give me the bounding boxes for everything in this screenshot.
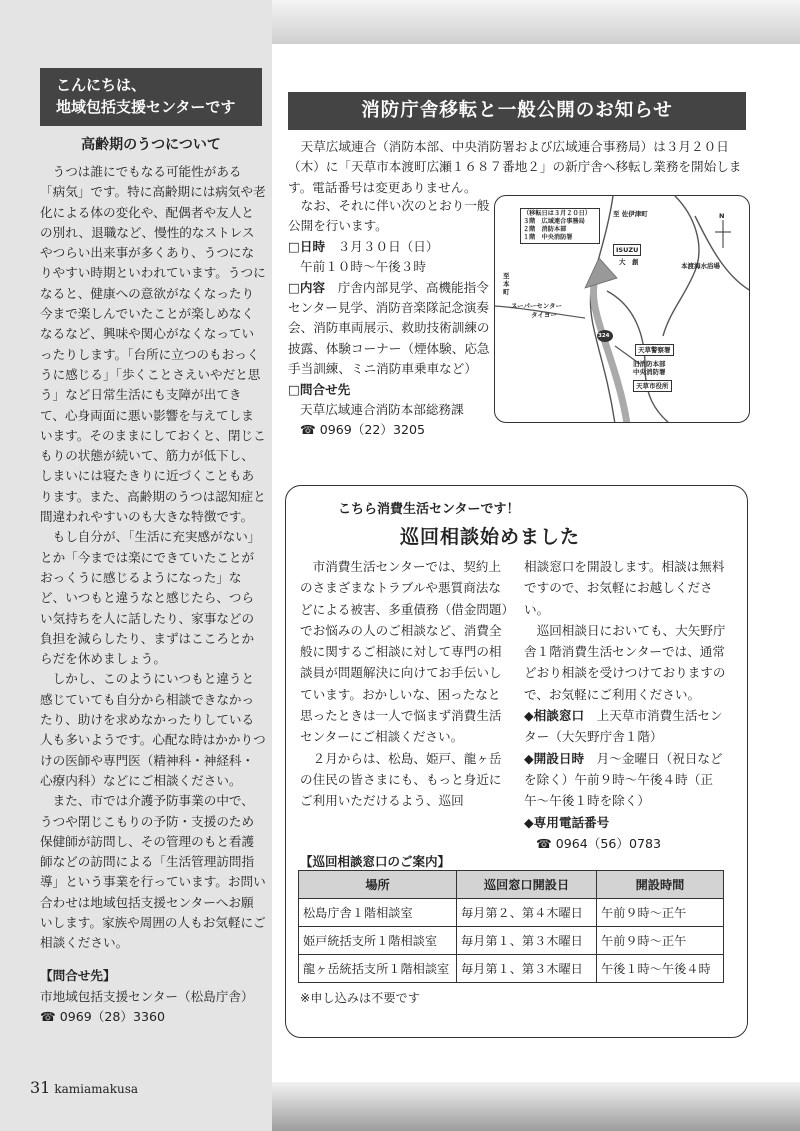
table-cell: 毎月第２、第４木曜日 <box>457 899 597 927</box>
left-paragraph: また、市では介護予防事業の中で、うつや閉じこもりの予防・支援のため保健師が訪問し、その管理のもと看護師などの訪問による「生活管理訪問指導」という事業を行っています。お問い合わせは地域包括支援センターへお願いします。家族や周囲の人もお気軽にご相談ください。 <box>40 793 266 951</box>
table-header-row <box>299 871 724 899</box>
table-header-cell: 開設時間 <box>597 871 724 899</box>
left-contact-phone: ☎ 0969（28）3360 <box>40 1009 166 1024</box>
map-label-supercenter: スーパーセンター <box>511 302 562 310</box>
table-row <box>299 955 724 983</box>
map-label-city-office: 天草市役所 <box>633 380 672 392</box>
bottom-gradient-band <box>272 1082 800 1131</box>
hours-label: ◆開設日時 <box>524 750 585 766</box>
location-map <box>494 195 750 423</box>
article1-intro: 天草広域連合（消防本部、中央消防署および広域連合事務局）は３月２０日（木）に「天草市本渡町広瀬１６８７番地２」の新庁舎へ移転し業務を開始します。電話番号は変更ありません。 <box>288 139 742 195</box>
table-cell: 午後１時〜午後４時 <box>597 955 724 983</box>
event-content-label: □内容 <box>288 279 326 295</box>
page-number: 31 <box>30 1078 51 1097</box>
left-paragraph: しかし、このようにいつもと違うと感じていても自分から相談できなかったり、助けを求めなかったりしている人も多いようです。心配な時はかかりつけの医師や専門医（精神科・神経科・心療内科）などにご相談ください。 <box>40 671 266 788</box>
event-content-row <box>288 278 493 380</box>
left-paragraph: もし自分が、「生活に充実感がない」とか「今までは楽にできていたことがおっくうに感じるようになった」など、いつもと違うなと感じたら、つらい気持ちを人に話したり、家事などの負担を減らしたり、まずはこころとからだを休めましょう。 <box>40 529 261 667</box>
left-contact-label: 【問合せ先】 <box>40 968 116 983</box>
table-header-cell: 場所 <box>299 871 457 899</box>
article2-tag: こちら消費生活センターです！ <box>338 502 520 517</box>
event-content-value: 庁舎内部見学、高機能指令センター見学、消防音楽隊記念演奏会、消防車両展示、救助技術訓練の披露、体験コーナー（煙体験、応急手当訓練、ミニ消防車乗車など） <box>288 279 490 377</box>
table-cell: 毎月第１、第３木曜日 <box>457 955 597 983</box>
article1-details <box>288 196 493 441</box>
map-north-icon: N <box>719 212 725 220</box>
article2-right-p1: 相談窓口を開設します。相談は無料ですので、お気軽にお越しください。 <box>524 559 725 617</box>
map-move-date: （移転日は３月２０日） <box>523 210 592 217</box>
phone-value: ☎ 0964（56）0783 <box>536 835 662 851</box>
left-subtitle: 高齢期のうつについて <box>81 137 221 153</box>
window-label: ◆相談窓口 <box>524 708 585 724</box>
map-floor3: ３階 広域連合事務局 <box>523 218 585 225</box>
table-cell: 毎月第１、第３木曜日 <box>457 927 597 955</box>
map-label-beach: 本渡海水浴場 <box>681 262 720 270</box>
event-date-row <box>288 237 493 257</box>
article1-contact-phone: ☎ 0969（22）3205 <box>300 422 426 438</box>
left-heading-line2: 地域包括支援センターです <box>56 98 236 116</box>
article2-right-column <box>524 556 732 854</box>
map-label-ooiwa: 大 創 <box>619 258 639 266</box>
table-cell: 姫戸統括支所１階相談室 <box>299 927 457 955</box>
map-label-old-station2: 中央消防署 <box>633 368 666 376</box>
table-row <box>299 899 724 927</box>
map-label-old-station: 旧消防本部 <box>633 360 666 368</box>
table-cell: 龍ヶ岳統括支所１階相談室 <box>299 955 457 983</box>
event-date-label: □日時 <box>288 238 326 254</box>
left-contact <box>40 966 266 1028</box>
article1-title: 消防庁舎移転と一般公開のお知らせ <box>288 92 746 130</box>
page-footer <box>30 1078 138 1097</box>
article1-contact-label: □問合せ先 <box>288 381 351 397</box>
article2-left-paragraph: 市消費生活センターでは、契約上のさまざまなトラブルや悪質商法などによる被害、多重債務（借金問題）でお悩みの人のご相談など、消費全般に関するご相談に対して専門の相談員が問題解決に向けてお手伝いしています。おかしいな、困ったなと思ったときは一人で悩まず消費生活センターにご相談ください。 <box>300 559 508 745</box>
article2-right-p2: 巡回相談日においても、大矢野庁舎１階消費生活センターでは、通常どおり相談を受けつけておりますので、お気軽にご利用ください。 <box>524 622 726 702</box>
table-header-cell: 巡回窓口開設日 <box>457 871 597 899</box>
map-floor1: １階 中央消防署 <box>523 234 573 241</box>
map-floor-info <box>520 208 600 244</box>
article2-left-paragraph: ２月からは、松島、姫戸、龍ヶ岳の住民の皆さまにも、もっと身近にご利用いただけるよう、巡回 <box>300 750 502 809</box>
phone-label: ◆専用電話番号 <box>524 814 610 830</box>
article2-title: 巡回相談始めました <box>400 526 581 548</box>
table-cell: 松島庁舎１階相談室 <box>299 899 457 927</box>
map-label-taiyo: タイヨー <box>531 311 557 319</box>
schedule-table <box>298 870 724 983</box>
event-time-value: 午前１０時〜午後３時 <box>300 259 426 275</box>
hours-value: 月〜金曜日（祝日などを除く）午前９時〜午後４時（正午〜午後１時を除く） <box>524 750 723 809</box>
article1-contact-org: 天草広域連合消防本部総務課 <box>300 402 464 418</box>
window-row <box>524 705 732 748</box>
top-gradient-band <box>272 0 800 44</box>
table-cell: 午前９時〜正午 <box>597 899 724 927</box>
table-note: ※申し込みは不要です <box>300 991 420 1005</box>
map-route-number: 324 <box>598 333 610 339</box>
left-heading-line1: こんにちは、 <box>56 76 147 94</box>
left-column-heading <box>40 68 262 126</box>
event-date-value: ３月３０日（日） <box>337 238 439 254</box>
window-value: 上天草市消費生活センター（大矢野庁舎１階） <box>524 708 723 745</box>
article2-left-column <box>300 556 508 812</box>
left-paragraph: うつは誰にでもなる可能性がある「病気」です。特に高齢期には病気や老化による体の変化や、配偶者や友人との別れ、退職など、慢性的なストレスやつらい出来事が多くあり、うつになりやすい時期といわれています。うつになると、健康への意欲がなくなったり今まで楽しんでいたことが楽しめなくなるなど、興味や関心がなくなっていったりします。「台所に立つのもおっくうに感じる」「歩くことさえいやだと思う」など日常生活にも支障が出てきて、心身両面に悪い影響を与えてしまいます。そのままにしておくと、閉じこもりの状態が続いて、筋力が低下し、しまいには寝たきりに近づくこともあります。また、高齢期のうつは認知症と間違われやすいのも大きな特徴です。 <box>40 164 266 525</box>
magazine-name: kamiamakusa <box>54 1082 139 1096</box>
map-label-hondo: 至本町 <box>503 272 510 296</box>
hours-row <box>524 748 732 812</box>
left-contact-org: 市地域包括支援センター（松島庁舎） <box>40 988 254 1004</box>
map-label-sashiki: 至 佐伊津町 <box>613 210 648 218</box>
map-floor2: ２階 消防本部 <box>523 226 567 233</box>
table-cell: 午前９時〜正午 <box>597 927 724 955</box>
table-caption: 【巡回相談窓口のご案内】 <box>300 854 451 869</box>
left-article-body <box>40 162 266 954</box>
article1-lead: なお、それに伴い次のとおり一般公開を行います。 <box>288 198 490 234</box>
table-row <box>299 927 724 955</box>
map-label-police: 天草警察署 <box>635 344 674 356</box>
map-label-isuzu: ISUZU <box>613 244 641 256</box>
